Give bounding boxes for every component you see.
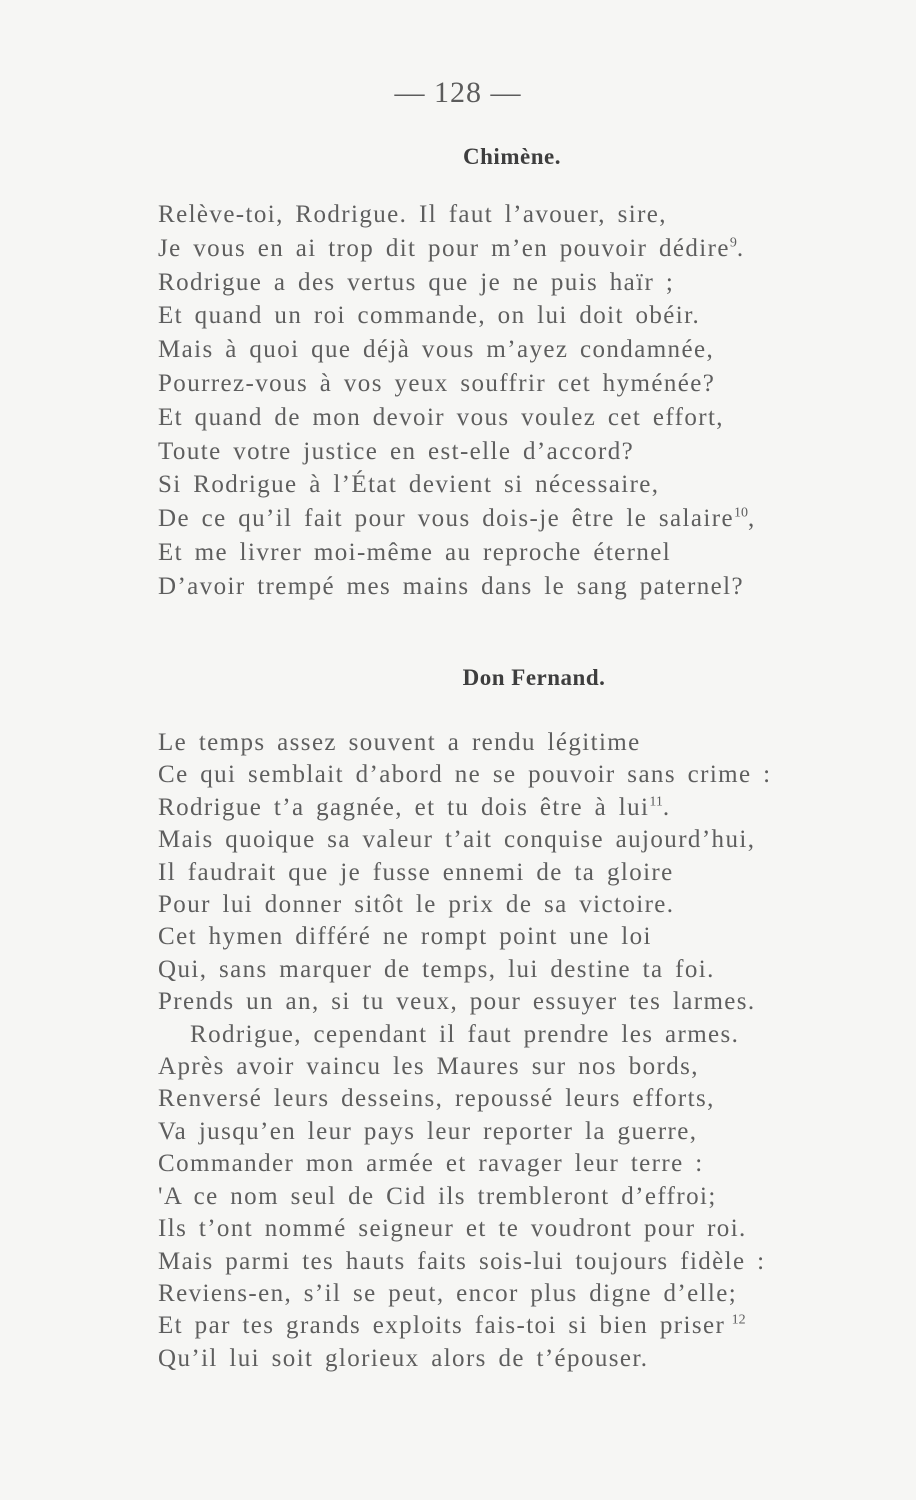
verse-block-don-fernand: [158, 727, 838, 1375]
verse-punctuation: .: [662, 793, 671, 821]
verse-line: [158, 857, 838, 889]
verse-line: [158, 727, 838, 759]
verse-line: [158, 1213, 838, 1245]
verse-line: [158, 824, 838, 856]
verse-text: Commander mon armée et ravager leur terre :: [158, 1150, 704, 1178]
verse-line: [158, 299, 838, 333]
verse-text: Ce qui semblait d’abord ne se pouvoir sans crime :: [158, 761, 772, 789]
verse-text: Le temps assez souvent a rendu légitime: [158, 729, 641, 756]
verse-text: Et quand de mon devoir vous voulez cet effort,: [158, 403, 724, 431]
verse-text: Mais quoique sa valeur t’ait conquise aujourd’hui,: [158, 826, 756, 854]
verse-line: [158, 1310, 838, 1342]
footnote-marker: 12: [731, 1312, 746, 1328]
verse-line: [158, 536, 838, 570]
verse-text: Ils t’ont nommé seigneur et te voudront pour roi.: [158, 1215, 747, 1243]
verse-line: [158, 1116, 838, 1148]
verse-punctuation: .: [736, 234, 745, 262]
verse-line: [158, 1278, 838, 1310]
verse-text: Rodrigue, cependant il faut prendre les armes.: [190, 1020, 740, 1048]
footnote-marker: 11: [649, 794, 663, 810]
verse-text: Prends un an, si tu veux, pour essuyer tes larmes.: [158, 988, 756, 1016]
verse-text: Va jusqu’en leur pays leur reporter la guerre,: [158, 1117, 698, 1145]
verse-line: [158, 198, 838, 232]
verse-text: Et me livrer moi-même au reproche éternel: [158, 538, 672, 566]
verse-line: [158, 468, 838, 502]
verse-text: Mais parmi tes hauts faits sois-lui toujours fidèle :: [158, 1247, 766, 1275]
page-number: — 128 —: [394, 76, 522, 109]
verse-text: Qu’il lui soit glorieux alors de t’épouser.: [158, 1344, 649, 1372]
verse-line: [158, 1019, 838, 1051]
verse-text: Il faudrait que je fusse ennemi de ta gloire: [158, 858, 674, 886]
verse-text: Si Rodrigue à l’État devient si nécessaire,: [158, 471, 660, 499]
verse-text: Pourrez-vous à vos yeux souffrir cet hyménée?: [158, 369, 716, 397]
verse-text: Je vous en ai trop dit pour m’en pouvoir dédire: [158, 234, 730, 262]
verse-line: [158, 1343, 838, 1375]
footnote-marker: 10: [733, 505, 748, 521]
speaker-heading-don-fernand: Don Fernand.: [462, 665, 606, 690]
verse-text: Qui, sans marquer de temps, lui destine ta foi.: [158, 955, 715, 983]
verse-line: [158, 435, 838, 469]
verse-punctuation: ,: [747, 505, 756, 533]
verse-line: [158, 401, 838, 435]
verse-text: Cet hymen différé ne rompt point une loi: [158, 923, 652, 951]
verse-text: Et quand un roi commande, on lui doit obéir.: [158, 302, 701, 330]
verse-line: [158, 1083, 838, 1115]
verse-text: Mais à quoi que déjà vous m’ayez condamnée,: [158, 336, 715, 364]
verse-line: [158, 1181, 838, 1213]
verse-line: [158, 986, 838, 1018]
verse-line: [158, 367, 838, 401]
verse-line: [158, 502, 838, 536]
verse-text: Reviens-en, s’il se peut, encor plus digne d’elle;: [158, 1279, 738, 1307]
speaker-heading-chimene: Chimène.: [463, 144, 561, 169]
verse-text: De ce qu’il fait pour vous dois-je être le salaire: [158, 505, 734, 533]
verse-text: D’avoir trempé mes mains dans le sang paternel?: [158, 572, 744, 600]
verse-text: Toute votre justice en est-elle d’accord?: [158, 437, 635, 465]
verse-line: [158, 232, 838, 266]
verse-line: [158, 1148, 838, 1180]
verse-line: [158, 333, 838, 367]
verse-line: [158, 266, 838, 300]
verse-line: [158, 1246, 838, 1278]
verse-text: Après avoir vaincu les Maures sur nos bords,: [158, 1053, 699, 1081]
verse-line: [158, 759, 838, 791]
verse-text: Renversé leurs desseins, repoussé leurs efforts,: [158, 1085, 715, 1113]
verse-text: Rodrigue a des vertus que je ne puis haïr ;: [158, 268, 675, 296]
verse-text: Rodrigue t’a gagnée, et tu dois être à lui: [158, 793, 650, 821]
verse-line: [158, 954, 838, 986]
verse-text: 'A ce nom seul de Cid ils trembleront d’effroi;: [158, 1182, 717, 1210]
verse-text: Et par tes grands exploits fais-toi si bien priser: [158, 1312, 726, 1340]
verse-text: Relève-toi, Rodrigue. Il faut l’avouer, sire,: [158, 201, 667, 228]
verse-line: [158, 921, 838, 953]
footnote-marker: 9: [729, 235, 737, 251]
verse-block-chimene: [158, 198, 838, 604]
verse-text: Pour lui donner sitôt le prix de sa victoire.: [158, 891, 675, 919]
verse-line: [158, 570, 838, 604]
verse-line: [158, 792, 838, 824]
verse-line: [158, 889, 838, 921]
verse-line: [158, 1051, 838, 1083]
